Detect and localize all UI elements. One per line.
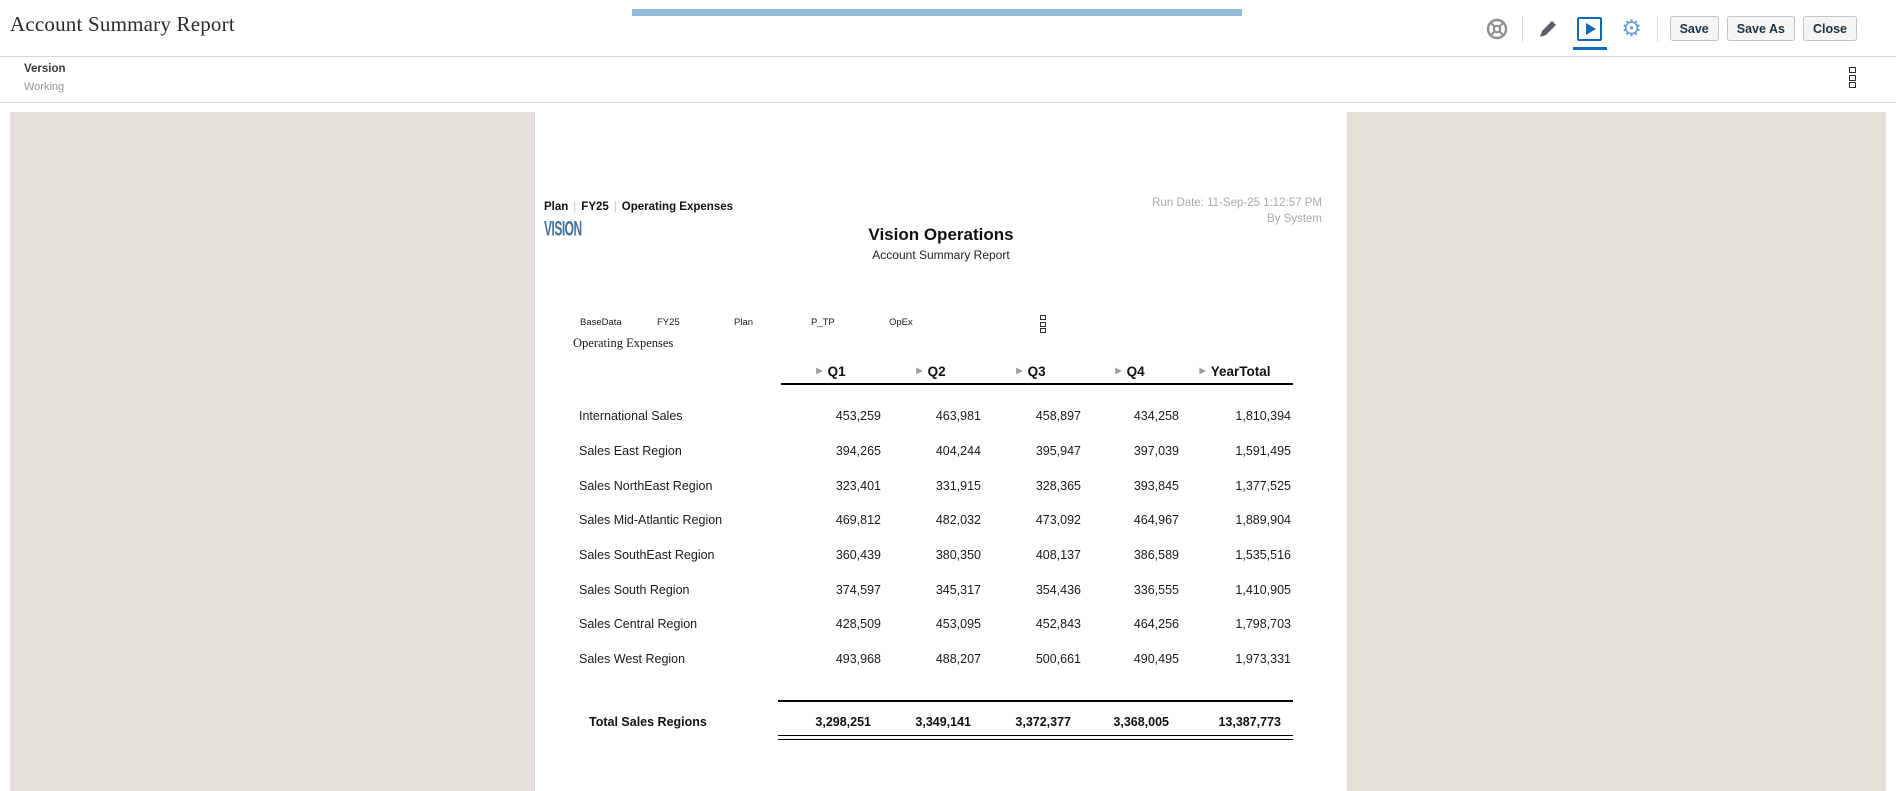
expand-icon[interactable]: ▶ <box>816 365 823 375</box>
column-label: Q2 <box>927 363 946 379</box>
cell: 331,915 <box>935 478 981 493</box>
total-cell: 3,349,141 <box>915 715 971 729</box>
cell: 482,032 <box>935 513 981 528</box>
column-label: Q1 <box>827 363 846 379</box>
table-row <box>579 434 1293 469</box>
cell: 1,377,525 <box>1235 478 1291 493</box>
column-header-q1[interactable] <box>781 359 881 383</box>
cell: 393,845 <box>1133 478 1179 493</box>
cell: 323,401 <box>835 478 881 493</box>
row-label: Sales SouthEast Region <box>579 548 715 563</box>
cell: 434,258 <box>1133 409 1179 424</box>
pov-separator: | <box>573 201 577 213</box>
version-value: Working <box>24 81 65 93</box>
row-label: Sales Central Region <box>579 617 698 632</box>
total-cell: 13,387,773 <box>1218 715 1281 729</box>
pov-scenario[interactable]: Plan <box>544 201 569 213</box>
cell: 428,509 <box>835 617 881 632</box>
report-title: Vision Operations <box>868 225 1014 244</box>
row-label: Sales East Region <box>579 444 682 459</box>
edit-pencil-icon[interactable] <box>1535 16 1561 42</box>
table-row <box>579 538 1293 573</box>
total-top-border <box>778 700 1293 702</box>
pov-member-plan[interactable]: P_TP <box>811 317 835 328</box>
gear-glyph: ⚙ <box>1621 15 1642 41</box>
expand-icon[interactable]: ▶ <box>916 365 923 375</box>
toolbar-divider <box>1657 16 1658 42</box>
header-underline <box>781 383 1293 385</box>
save-button[interactable]: Save <box>1670 16 1719 41</box>
cell: 345,317 <box>935 582 981 597</box>
version-bar <box>0 57 1896 103</box>
cell: 1,591,495 <box>1235 444 1291 459</box>
column-header-q3[interactable] <box>981 359 1081 383</box>
table-row <box>579 642 1293 677</box>
pov-member-scenario[interactable]: Plan <box>734 317 754 328</box>
cell: 397,039 <box>1133 444 1179 459</box>
cell: 1,973,331 <box>1235 652 1291 667</box>
cell: 1,410,905 <box>1235 582 1291 597</box>
cell: 464,256 <box>1133 617 1179 632</box>
cell: 500,661 <box>1035 652 1081 667</box>
cell: 490,495 <box>1133 652 1179 667</box>
cell: 452,843 <box>1035 617 1081 632</box>
column-label: Q3 <box>1027 363 1046 379</box>
cell: 328,365 <box>1035 478 1081 493</box>
expand-icon[interactable]: ▶ <box>1016 365 1023 375</box>
table-row <box>579 607 1293 642</box>
toolbar-divider <box>1522 16 1523 42</box>
run-by-text: By System <box>1267 213 1322 225</box>
row-label: International Sales <box>579 409 683 424</box>
active-tab-underline <box>1573 47 1607 50</box>
grid-actions-menu-icon[interactable] <box>1040 315 1046 333</box>
preview-mode-toggle[interactable] <box>1573 0 1607 57</box>
toolbar <box>1484 0 1857 57</box>
pov-member-version[interactable]: BaseData <box>580 317 622 328</box>
total-cell: 3,372,377 <box>1015 715 1071 729</box>
row-label: Sales South Region <box>579 582 690 597</box>
column-label: Q4 <box>1126 363 1145 379</box>
expand-icon[interactable]: ▶ <box>1199 365 1206 375</box>
save-as-button[interactable]: Save As <box>1727 16 1795 41</box>
vision-logo: VISION <box>544 216 582 241</box>
cell: 374,597 <box>835 582 881 597</box>
total-double-underline <box>778 735 1293 740</box>
cell: 463,981 <box>935 409 981 424</box>
cell: 1,810,394 <box>1235 409 1291 424</box>
column-header-q4[interactable] <box>1081 359 1179 383</box>
top-header-bar <box>0 0 1896 57</box>
report-grid <box>579 399 1293 677</box>
cell: 395,947 <box>1035 444 1081 459</box>
pov-breadcrumb[interactable] <box>544 201 733 213</box>
run-info <box>1152 195 1322 227</box>
cell: 453,095 <box>935 617 981 632</box>
row-dimension-label: Operating Expenses <box>573 336 674 350</box>
table-row <box>579 572 1293 607</box>
version-actions-menu-icon[interactable] <box>1849 67 1856 88</box>
cell: 453,259 <box>835 409 881 424</box>
table-row <box>579 399 1293 434</box>
version-label: Version <box>24 63 66 75</box>
pov-separator: | <box>613 201 617 213</box>
total-cell: 3,368,005 <box>1113 715 1169 729</box>
pov-account[interactable]: Operating Expenses <box>621 201 734 213</box>
cell: 394,265 <box>835 444 881 459</box>
table-row <box>579 468 1293 503</box>
cell: 469,812 <box>835 513 881 528</box>
total-row <box>579 710 1293 734</box>
row-label: Sales NorthEast Region <box>579 478 713 493</box>
cell: 473,092 <box>1035 513 1081 528</box>
row-label: Sales West Region <box>579 652 686 667</box>
report-subtitle: Account Summary Report <box>872 248 1010 262</box>
close-button[interactable]: Close <box>1803 16 1857 41</box>
cell: 404,244 <box>935 444 981 459</box>
total-row-label: Total Sales Regions <box>589 715 707 729</box>
column-header-q2[interactable] <box>881 359 981 383</box>
page-title: Account Summary Report <box>10 12 235 36</box>
expand-icon[interactable]: ▶ <box>1115 365 1122 375</box>
cell: 1,889,904 <box>1235 513 1291 528</box>
column-header-row <box>781 359 1293 383</box>
cell: 464,967 <box>1133 513 1179 528</box>
cell: 1,535,516 <box>1235 548 1291 563</box>
cell: 1,798,703 <box>1235 617 1291 632</box>
cell: 488,207 <box>935 652 981 667</box>
settings-gear-icon[interactable] <box>1619 16 1645 42</box>
pov-year[interactable]: FY25 <box>581 201 609 213</box>
run-date-text: Run Date: 11-Sep-25 1:12:57 PM <box>1152 197 1322 209</box>
cell: 408,137 <box>1035 548 1081 563</box>
column-header-yeartotal[interactable] <box>1179 359 1291 383</box>
cell: 354,436 <box>1035 582 1081 597</box>
cell: 386,589 <box>1133 548 1179 563</box>
report-canvas <box>534 112 1348 791</box>
cell: 493,968 <box>835 652 881 667</box>
panel-drag-handle[interactable] <box>632 9 1242 16</box>
row-label: Sales Mid-Atlantic Region <box>579 513 723 528</box>
cell: 458,897 <box>1035 409 1081 424</box>
table-row <box>579 503 1293 538</box>
pov-member-year[interactable]: FY25 <box>657 317 680 328</box>
cell: 380,350 <box>935 548 981 563</box>
cell: 336,555 <box>1133 582 1179 597</box>
pov-member-account[interactable]: OpEx <box>889 317 913 328</box>
play-icon <box>1577 17 1602 41</box>
pov-wheel-icon[interactable] <box>1484 16 1510 42</box>
cell: 360,439 <box>835 548 881 563</box>
column-label: YearTotal <box>1210 363 1271 379</box>
total-cell: 3,298,251 <box>815 715 871 729</box>
